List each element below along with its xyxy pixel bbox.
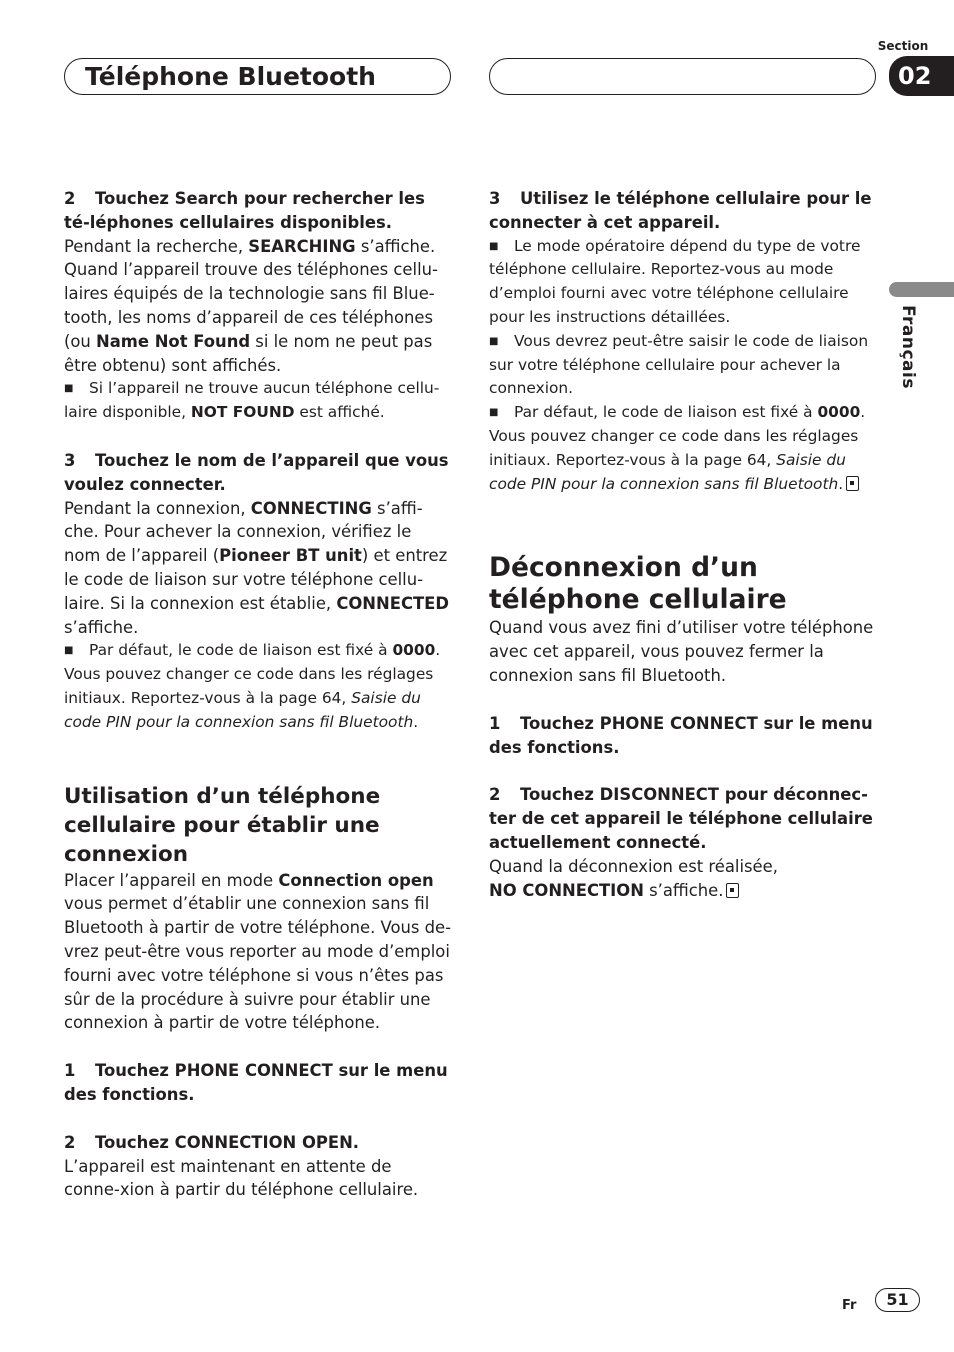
page-title: Téléphone Bluetooth	[85, 62, 376, 91]
step-heading: 1 Touchez PHONE CONNECT sur le menu des fonctions.	[489, 713, 873, 757]
end-mark-icon	[726, 883, 739, 898]
language-tab	[889, 282, 954, 297]
note-item: ■ Le mode opératoire dépend du type de votre téléphone cellulaire. Reportez-vous au mode d’emploi fourni avec votre téléphone cellulaire pour les instructions détaillées.	[489, 236, 861, 326]
note-item: ■ Par défaut, le code de liaison est fixé à 0000. Vous pouvez changer ce code dans les réglages initiaux. Reportez-vous à la page 64, Saisie du code PIN pour la connexion sans fil Bluetooth.	[64, 641, 441, 731]
bullet-square-icon: ■	[489, 407, 499, 419]
step-heading: 2 Touchez DISCONNECT pour déconnec-ter de cet appareil le téléphone cellulaire actuellement connecté.	[489, 785, 873, 852]
section-number-badge: 02	[889, 56, 954, 96]
section-heading: Déconnexion d’un téléphone cellulaire	[489, 552, 787, 616]
note-item: ■ Si l’appareil ne trouve aucun téléphone cellu-laire disponible, NOT FOUND est affiché.	[64, 379, 440, 422]
header-blank-box	[489, 58, 876, 95]
bullet-square-icon: ■	[489, 335, 499, 347]
body-text: Quand vous avez fini d’utiliser votre téléphone avec cet appareil, vous pouvez fermer la connexion sans fil Bluetooth.	[489, 618, 874, 685]
step-heading: 1 Touchez PHONE CONNECT sur le menu des fonctions.	[64, 1061, 448, 1104]
body-text: Pendant la connexion, CONNECTING s’affi-che. Pour achever la connexion, vérifiez le nom de l’appareil (Pioneer BT unit) et entrez le code de liaison sur votre téléphone cellu-laire. Si la connexion est établie, CONNECTED s’affiche.	[64, 498, 449, 637]
body-text: Placer l’appareil en mode Connection open vous permet d’établir une connexion sans fil Bluetooth à partir de votre téléphone. Vous de-vrez peut-être vous reporter au mode d’emploi fourni avec votre téléphone si vous n’êtes pas sûr de la procédure à suivre pour établir une connexion à partir de votre téléphone.	[64, 870, 452, 1033]
step-heading: 3 Utilisez le téléphone cellulaire pour le connecter à cet appareil.	[489, 189, 872, 232]
section-label: Section	[877, 39, 929, 53]
right-column	[489, 187, 877, 902]
footer-language: Fr	[842, 1298, 857, 1313]
step-heading: 2 Touchez CONNECTION OPEN.	[64, 1132, 360, 1152]
header-title-box	[64, 58, 451, 95]
body-text: Quand la déconnexion est réalisée, NO CONNECTION s’affiche.	[489, 856, 778, 900]
end-mark-icon	[846, 476, 859, 491]
note-item: ■ Par défaut, le code de liaison est fixé à 0000. Vous pouvez changer ce code dans les réglages initiaux. Reportez-vous à la page 64, Saisie du code PIN pour la connexion sans fil Bluetooth.	[489, 403, 866, 493]
body-text: L’appareil est maintenant en attente de conne-xion à partir du téléphone cellulaire.	[64, 1156, 419, 1200]
bullet-square-icon: ■	[64, 383, 74, 395]
bullet-square-icon: ■	[64, 645, 74, 657]
bullet-square-icon: ■	[489, 240, 499, 252]
body-text: Pendant la recherche, SEARCHING s’affiche. Quand l’appareil trouve des téléphones cellu-laires équipés de la technologie sans fil Blue-tooth, les noms d’appareil de ces téléphones (ou Name Not Found si le nom ne peut pas être obtenu) sont affichés.	[64, 236, 438, 375]
language-label: Français	[898, 305, 918, 389]
section-heading: Utilisation d’un téléphone cellulaire pour établir une connexion	[64, 783, 381, 867]
step-heading: 3 Touchez le nom de l’appareil que vous voulez connecter.	[64, 450, 449, 494]
step-heading: 2 Touchez Search pour rechercher les té-léphones cellulaires disponibles.	[64, 189, 425, 232]
note-item: ■ Vous devrez peut-être saisir le code de liaison sur votre téléphone cellulaire pour achever la connexion.	[489, 331, 869, 398]
left-column	[64, 187, 452, 1202]
page-number: 51	[875, 1288, 920, 1312]
